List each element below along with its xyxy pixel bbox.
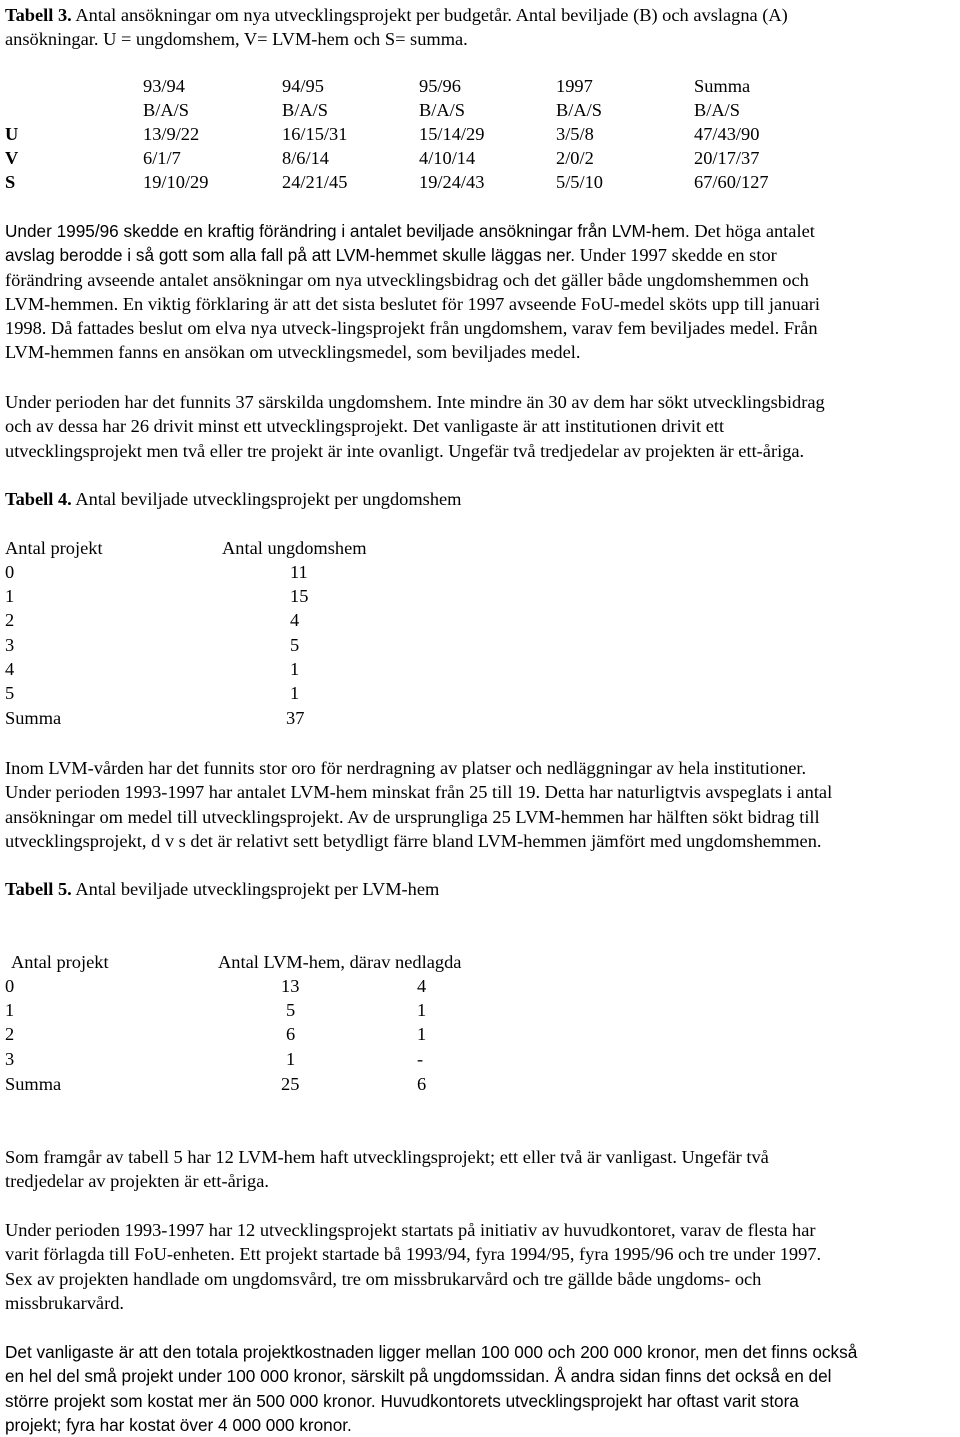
tabell4-caption bbox=[5, 487, 955, 511]
paragraph-1-text: Det höga antalet bbox=[689, 221, 815, 241]
paragraph-5 bbox=[5, 1218, 955, 1315]
tabell4-cell: Summa bbox=[5, 708, 62, 728]
tabell3-cell: 2/0/2 bbox=[556, 148, 594, 168]
paragraph-4-line: tredjedelar av projekten är ett-åriga. bbox=[5, 1171, 269, 1192]
paragraph-1-line: LVM-hemmen fanns en ansökan om utvecklingsmedel, som beviljades medel. bbox=[5, 342, 581, 363]
tabell5-cell: 6 bbox=[417, 1074, 427, 1094]
tabell3-cell: 15/14/29 bbox=[419, 124, 485, 144]
paragraph-2-line: Under perioden har det funnits 37 särskilda ungdomshem. Inte mindre än 30 av dem har sökt utvecklingsbidrag bbox=[5, 392, 825, 412]
tabell5-cell: 4 bbox=[417, 976, 427, 996]
tabell3-cell: 47/43/90 bbox=[694, 124, 760, 144]
paragraph-1 bbox=[5, 219, 955, 365]
tabell4-col1-header: Antal projekt bbox=[5, 538, 103, 558]
paragraph-2 bbox=[5, 390, 955, 463]
tabell4-cell: 15 bbox=[290, 586, 309, 606]
tabell3-caption-text: Antal ansökningar om nya utvecklingsprojekt per budgetår. Antal beviljade (B) och avslagna (A) bbox=[71, 5, 788, 25]
paragraph-6-line: Det vanligaste är att den totala projektkostnaden ligger mellan 100 000 och 200 000 kronor, men det finns också bbox=[5, 1342, 858, 1362]
paragraph-6 bbox=[5, 1340, 955, 1437]
tabell3-row-label: S bbox=[5, 172, 16, 192]
tabell5-col2-header: Antal LVM-hem, därav nedlagda bbox=[218, 952, 462, 972]
tabell5-cell: 5 bbox=[286, 1000, 296, 1020]
tabell4-cell: 0 bbox=[5, 562, 15, 582]
tabell5-cell: 1 bbox=[417, 1024, 427, 1044]
tabell3-cell: 4/10/14 bbox=[419, 148, 476, 168]
tabell5-cell: 2 bbox=[5, 1024, 15, 1044]
tabell3-header: 93/94 bbox=[143, 76, 185, 96]
paragraph-2-line: och av dessa har 26 drivit minst ett utvecklingsprojekt. Det vanligaste är att institutionen drivit ett bbox=[5, 416, 725, 437]
tabell3-cell: 13/9/22 bbox=[143, 124, 200, 144]
tabell3-header: 95/96 bbox=[419, 76, 461, 96]
tabell5-cell: 13 bbox=[281, 976, 300, 996]
paragraph-1-text: Under 1997 skedde en stor bbox=[575, 245, 777, 266]
tabell5-cell: 6 bbox=[286, 1024, 296, 1044]
tabell3-cell: 24/21/45 bbox=[282, 172, 348, 192]
tabell4-caption-label: Tabell 4. bbox=[5, 489, 72, 509]
tabell5-cell: 3 bbox=[5, 1049, 15, 1069]
paragraph-6-line: en hel del små projekt under 100 000 kronor, särskilt på ungdomssidan. Å andra sidan finns det också en del bbox=[5, 1366, 832, 1387]
paragraph-3-line: Under perioden 1993-1997 har antalet LVM-hem minskat från 25 till 19. Detta har naturligtvis avspeglats i antal bbox=[5, 782, 833, 803]
tabell4-cell: 4 bbox=[5, 659, 15, 679]
tabell5-cell: Summa bbox=[5, 1074, 62, 1094]
tabell3-subheader: B/A/S bbox=[143, 100, 189, 120]
paragraph-1-line: förändring avseende antalet ansökningar om nya utvecklingsbidrag och det gäller både ungdomshemmen och bbox=[5, 269, 809, 290]
tabell5-cell: 1 bbox=[5, 1000, 15, 1020]
tabell3-header: 94/95 bbox=[282, 76, 324, 96]
tabell5-caption-label: Tabell 5. bbox=[5, 879, 72, 899]
tabell3-header: Summa bbox=[694, 76, 751, 96]
paragraph-5-line: Under perioden 1993-1997 har 12 utvecklingsprojekt startats på initiativ av huvudkontoret, varav de flesta har bbox=[5, 1220, 816, 1240]
tabell3-cell: 67/60/127 bbox=[694, 172, 769, 192]
tabell4-cell: 4 bbox=[290, 610, 300, 630]
tabell3-cell: 19/24/43 bbox=[419, 172, 485, 192]
tabell3-subheader: B/A/S bbox=[694, 100, 740, 120]
tabell4-cell: 1 bbox=[290, 659, 300, 679]
tabell4-cell: 5 bbox=[5, 683, 15, 703]
tabell3-cell: 16/15/31 bbox=[282, 124, 348, 144]
tabell5-cell: 1 bbox=[417, 1000, 427, 1020]
paragraph-5-line: missbrukarvård. bbox=[5, 1292, 125, 1313]
paragraph-3 bbox=[5, 756, 955, 853]
tabell3-row-label: V bbox=[5, 148, 19, 168]
paragraph-1-line: 1998. Då fattades beslut om elva nya utveck-lingsprojekt från ungdomshem, varav fem beviljades medel. Från bbox=[5, 318, 818, 339]
tabell5-cell: 25 bbox=[281, 1074, 300, 1094]
paragraph-6-line: projekt; fyra har kostat över 4 000 000 kronor. bbox=[5, 1414, 352, 1435]
tabell4-caption-text: Antal beviljade utvecklingsprojekt per ungdomshem bbox=[71, 489, 462, 509]
tabell4-cell: 3 bbox=[5, 635, 15, 655]
tabell3-row-label: U bbox=[5, 124, 19, 144]
paragraph-3-line: utvecklingsprojekt, d v s det är relativt sett betydligt färre bland LVM-hemmen jämfört med ungdomshemmen. bbox=[5, 830, 822, 851]
tabell5-caption bbox=[5, 877, 955, 901]
tabell3-cell: 3/5/8 bbox=[556, 124, 594, 144]
paragraph-4-line: Som framgår av tabell 5 har 12 LVM-hem haft utvecklingsprojekt; ett eller två är vanligast. Ungefär två bbox=[5, 1147, 769, 1167]
paragraph-3-line: Inom LVM-vården har det funnits stor oro för nerdragning av platser och nedläggningar av hela institutioner. bbox=[5, 758, 807, 778]
tabell4-cell: 1 bbox=[290, 683, 300, 703]
paragraph-5-line: varit förlagda till FoU-enheten. Ett projekt startade bå 1993/94, fyra 1994/95, fyra 1995/96 och tre under 1997. bbox=[5, 1244, 822, 1265]
tabell3-subheader: B/A/S bbox=[282, 100, 328, 120]
paragraph-1-line: LVM-hemmen. En viktig förklaring är att det sista beslutet för 1997 avseende FoU-medel sköts upp till januari bbox=[5, 293, 820, 314]
paragraph-1-sans-line: Under 1995/96 skedde en kraftig förändring i antalet beviljade ansökningar från LVM-hem. bbox=[5, 221, 690, 241]
tabell5-cell: 0 bbox=[5, 976, 15, 996]
tabell4-cell: 11 bbox=[290, 562, 308, 582]
paragraph-6-line: större projekt som kostat mer än 500 000 kronor. Huvudkontorets utvecklingsprojekt har oftast varit stora bbox=[5, 1390, 799, 1411]
tabell5-col1-header: Antal projekt bbox=[11, 952, 109, 972]
paragraph-4 bbox=[5, 1145, 955, 1194]
paragraph-2-line: utvecklingsprojekt men två eller tre projekt är inte ovanligt. Ungefär två tredjedelar av projekten är ett-åriga. bbox=[5, 440, 805, 461]
tabell3-cell: 20/17/37 bbox=[694, 148, 760, 168]
tabell3-cell: 6/1/7 bbox=[143, 148, 181, 168]
tabell5-cell: - bbox=[417, 1049, 424, 1069]
tabell4-cell: 37 bbox=[286, 708, 305, 728]
tabell3-subheader: B/A/S bbox=[419, 100, 465, 120]
paragraph-3-line: ansökningar om medel till utvecklingsprojekt. Av de ursprungliga 25 LVM-hemmen har hälften sökt bidrag till bbox=[5, 806, 820, 827]
tabell4-col2-header: Antal ungdomshem bbox=[222, 538, 367, 558]
tabell5-cell: 1 bbox=[286, 1049, 296, 1069]
paragraph-5-line: Sex av projekten handlade om ungdomsvård, tre om missbrukarvård och tre gällde både ungdoms- och bbox=[5, 1268, 762, 1289]
tabell4-cell: 1 bbox=[5, 586, 15, 606]
tabell3-header: 1997 bbox=[556, 76, 593, 96]
tabell5-caption-text: Antal beviljade utvecklingsprojekt per LVM-hem bbox=[71, 879, 440, 899]
tabell3-cell: 19/10/29 bbox=[143, 172, 209, 192]
tabell4-cell: 2 bbox=[5, 610, 15, 630]
tabell3-caption-label: Tabell 3. bbox=[5, 5, 72, 25]
tabell3-cell: 5/5/10 bbox=[556, 172, 604, 192]
tabell3-caption bbox=[5, 3, 955, 52]
tabell3-cell: 8/6/14 bbox=[282, 148, 330, 168]
paragraph-1-sans-line: avslag berodde i så gott som alla fall på att LVM-hemmet skulle läggas ner. bbox=[5, 245, 576, 266]
tabell3-subheader: B/A/S bbox=[556, 100, 602, 120]
tabell4-cell: 5 bbox=[290, 635, 300, 655]
tabell3-caption-text-line2: ansökningar. U = ungdomshem, V= LVM-hem och S= summa. bbox=[5, 29, 468, 50]
